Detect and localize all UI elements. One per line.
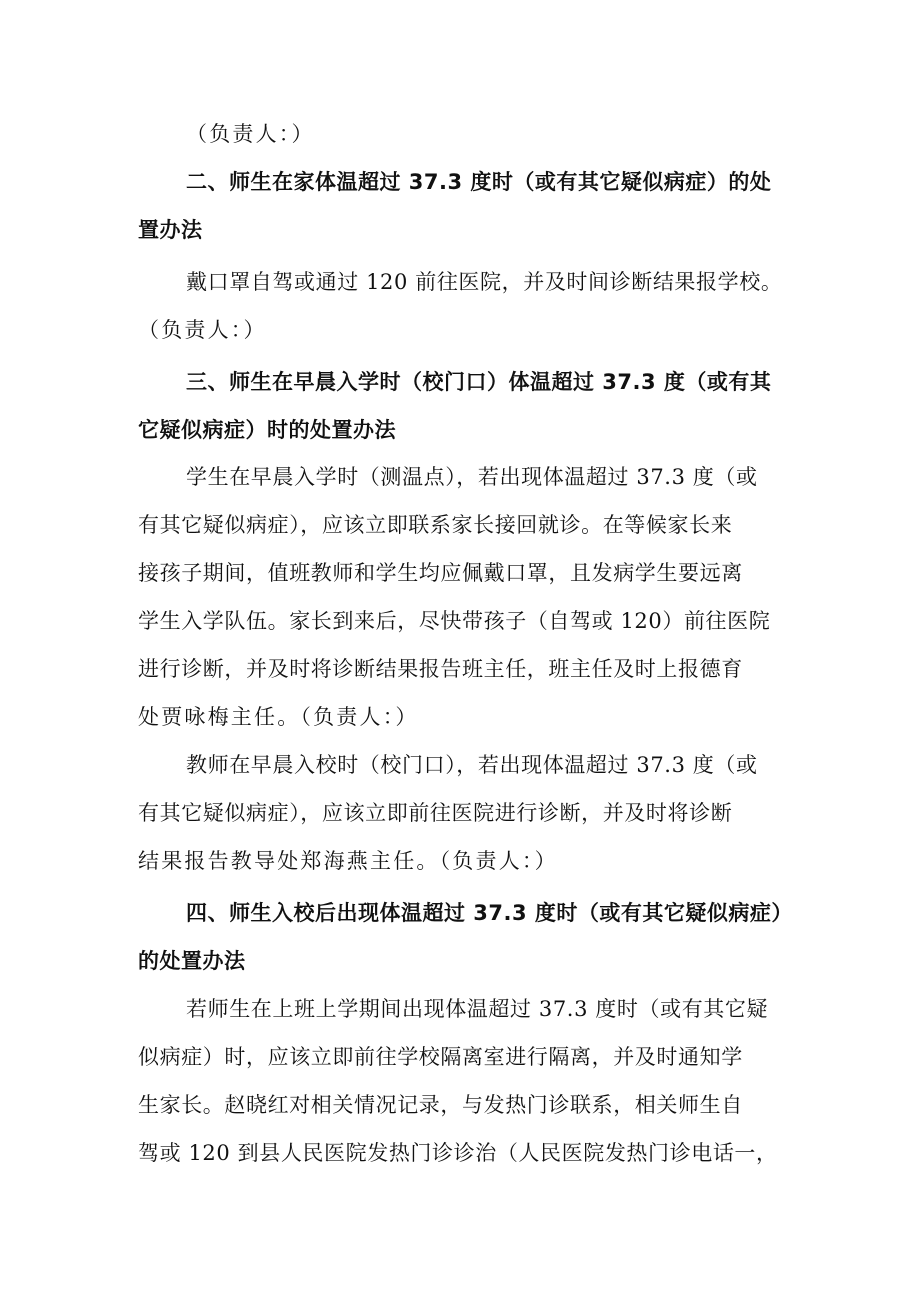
section-heading-2: 二、师生在家体温超过 37.3 度时（或有其它疑似病症）的处 [186,170,772,194]
paragraph-line: 有其它疑似病症），应该立即联系家长接回就诊。在等候家长来 [138,513,733,537]
paragraph-line: 戴口罩自驾或通过 120 前往医院，并及时间诊断结果报学校。 [186,270,783,294]
responsible-person-note: （负责人：） [138,318,267,342]
section-heading-2-continuation: 置办法 [138,218,203,242]
section-heading-4-continuation: 的处置办法 [138,949,246,973]
paragraph-line: 有其它疑似病症），应该立即前往医院进行诊断，并及时将诊断 [138,801,733,825]
paragraph-line: 学生入学队伍。家长到来后，尽快带孩子（自驾或 120）前往医院 [138,609,771,633]
paragraph-line: 接孩子期间，值班教师和学生均应佩戴口罩，且发病学生要远离 [138,561,743,585]
section-heading-3: 三、师生在早晨入学时（校门口）体温超过 37.3 度（或有其 [186,370,772,394]
paragraph-line: 学生在早晨入学时（测温点），若出现体温超过 37.3 度（或 [186,465,758,489]
paragraph-line: 生家长。赵晓红对相关情况记录，与发热门诊联系，相关师生自 [138,1093,743,1117]
responsible-person-note: （负责人：） [186,122,315,146]
paragraph-line: 若师生在上班上学期间出现体温超过 37.3 度时（或有其它疑 [186,997,769,1021]
paragraph-line: 处贾咏梅主任。（负责人：） [138,705,419,729]
section-heading-4: 四、师生入校后出现体温超过 37.3 度时（或有其它疑似病症） [186,901,793,925]
paragraph-line: 似病症）时，应该立即前往学校隔离室进行隔离，并及时通知学 [138,1045,743,1069]
paragraph-line: 驾或 120 到县人民医院发热门诊诊治（人民医院发热门诊电话一， [138,1141,778,1165]
paragraph-line: 教师在早晨入校时（校门口），若出现体温超过 37.3 度（或 [186,753,758,777]
paragraph-line: 进行诊断，并及时将诊断结果报告班主任，班主任及时上报德育 [138,657,743,681]
section-heading-3-continuation: 它疑似病症）时的处置办法 [138,418,396,442]
paragraph-line: 结果报告教导处郑海燕主任。（负责人：） [138,849,558,873]
